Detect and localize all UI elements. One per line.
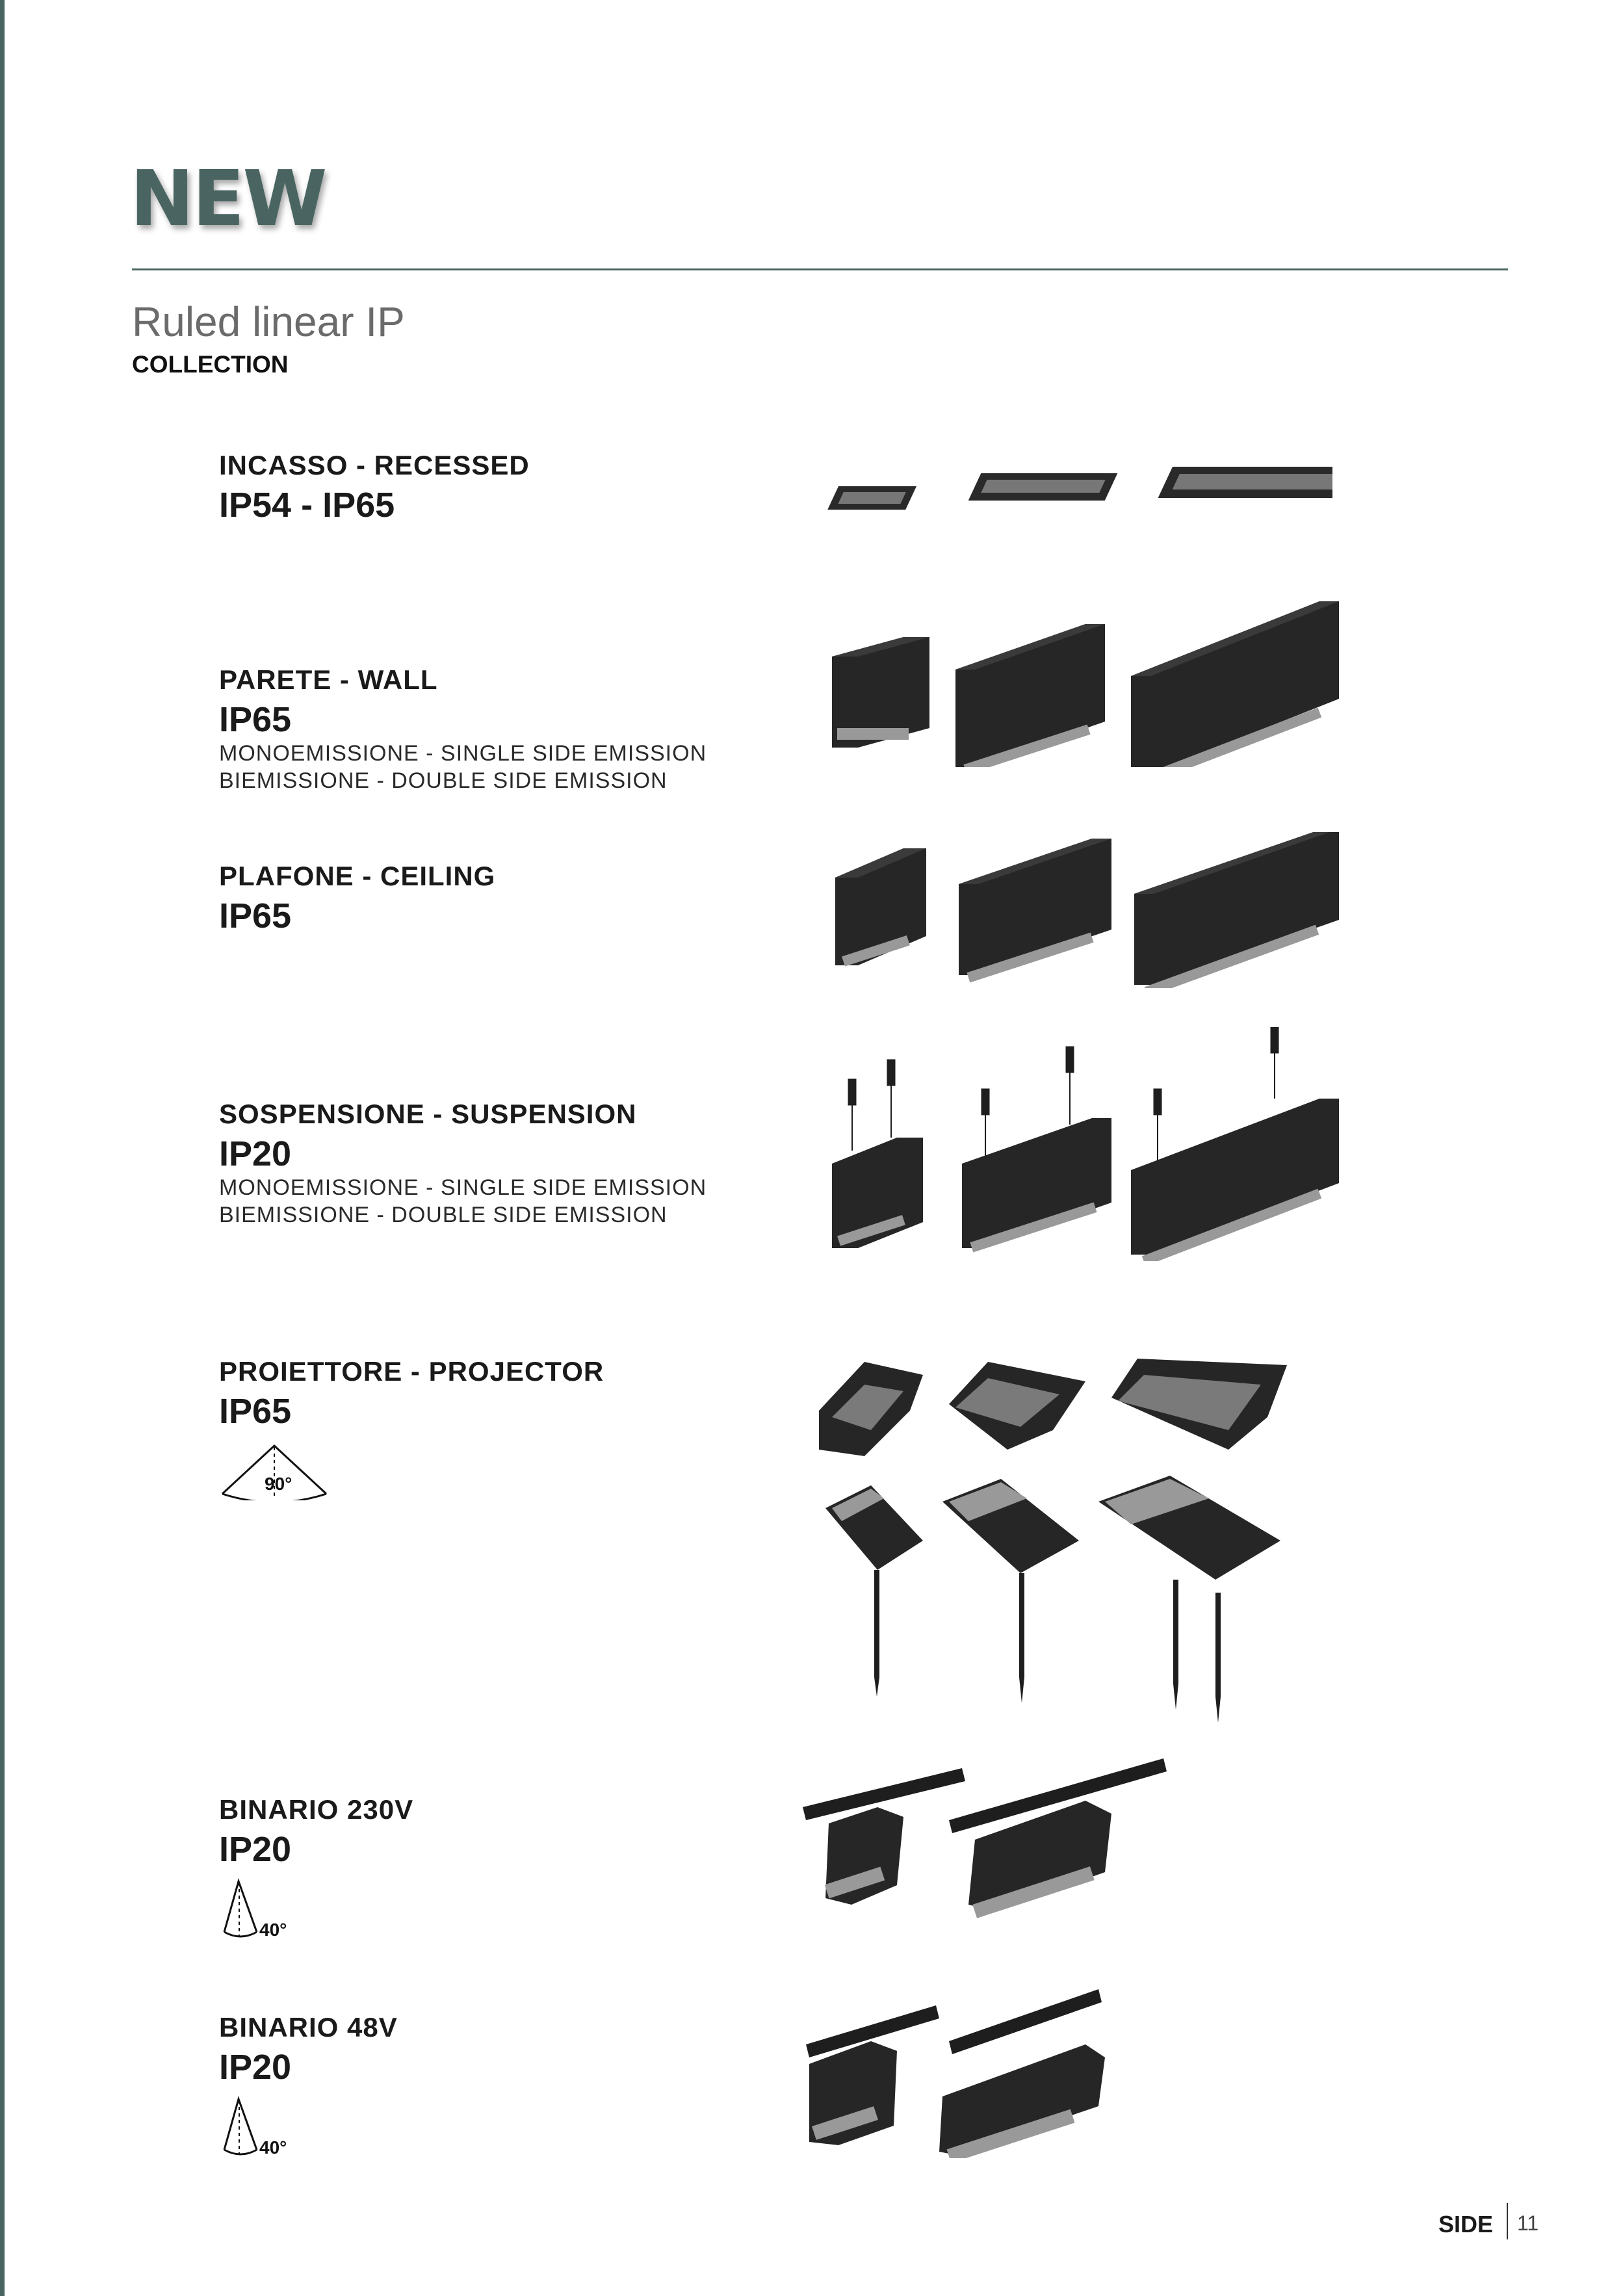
projector-fixtures-image — [812, 1346, 1319, 1723]
section-label: BINARIO 48V — [219, 2012, 398, 2042]
section-projector — [219, 1356, 604, 1500]
emission-note: MONOEMISSIONE - SINGLE SIDE EMISSION — [219, 741, 707, 766]
track-48v-fixtures-image — [799, 1976, 1124, 2158]
section-label: PARETE - WALL — [219, 664, 438, 695]
wall-fixtures-image — [819, 585, 1339, 767]
section-ip-rating: IP65 — [219, 1392, 292, 1431]
ceiling-fixtures-image — [819, 832, 1339, 988]
emission-note: BIEMISSIONE - DOUBLE SIDE EMISSION — [219, 768, 668, 793]
section-suspension — [219, 1099, 707, 1229]
left-accent-bar — [0, 0, 5, 2296]
section-ip-rating: IP20 — [219, 2048, 292, 2087]
section-recessed — [219, 450, 530, 525]
section-ip-rating: IP54 - IP65 — [219, 486, 395, 525]
collection-subtitle: COLLECTION — [132, 351, 289, 378]
section-track-230v — [219, 1794, 413, 1941]
section-ceiling — [219, 861, 495, 936]
section-wall — [219, 664, 707, 794]
section-ip-rating: IP20 — [219, 1830, 292, 1869]
section-ip-rating: IP65 — [219, 700, 292, 739]
page-number: 11 — [1517, 2211, 1539, 2235]
recessed-fixtures-image — [825, 429, 1332, 533]
emission-note: MONOEMISSIONE - SINGLE SIDE EMISSION — [219, 1175, 707, 1200]
section-ip-rating: IP20 — [219, 1134, 292, 1173]
section-label: PLAFONE - CEILING — [219, 861, 496, 891]
beam-angle-icon — [219, 2094, 398, 2159]
section-label: INCASSO - RECESSED — [219, 450, 530, 480]
beam-angle-icon — [219, 1876, 413, 1941]
beam-angle-icon — [219, 1438, 604, 1500]
section-label: BINARIO 230V — [219, 1794, 414, 1825]
section-track-48v — [219, 2012, 398, 2159]
section-label: PROIETTORE - PROJECTOR — [219, 1356, 604, 1387]
new-badge: NEW — [130, 153, 326, 243]
emission-note: BIEMISSIONE - DOUBLE SIDE EMISSION — [219, 1203, 668, 1227]
beam-angle-label: 90° — [265, 1474, 292, 1494]
suspension-fixtures-image — [819, 1027, 1339, 1261]
section-label: SOSPENSIONE - SUSPENSION — [219, 1099, 637, 1129]
beam-angle-label: 40° — [259, 2137, 287, 2158]
header-rule — [132, 268, 1508, 270]
section-ip-rating: IP65 — [219, 896, 292, 935]
beam-angle-label: 40° — [259, 1920, 287, 1940]
track-230v-fixtures-image — [799, 1755, 1189, 1937]
footer-brand: SIDE — [1438, 2211, 1494, 2237]
collection-title: Ruled linear IP — [132, 298, 405, 345]
footer-divider — [1507, 2203, 1508, 2239]
